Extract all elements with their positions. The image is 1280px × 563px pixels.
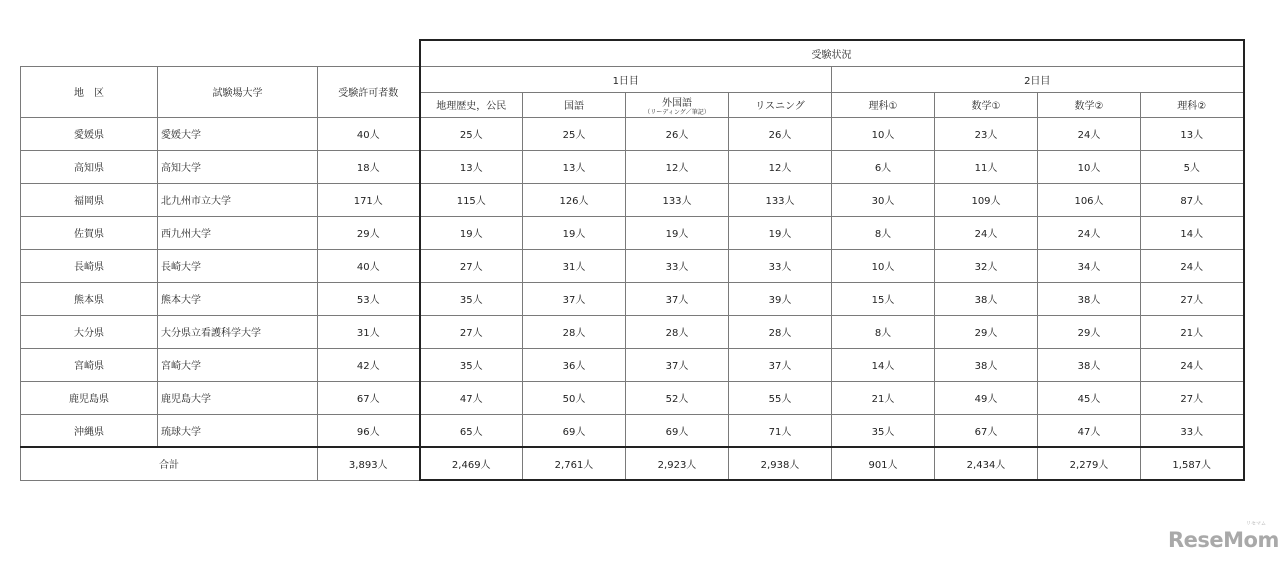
count-cell: 47人 — [420, 381, 523, 414]
table-row — [21, 414, 1244, 447]
table-row — [21, 249, 1244, 282]
count-cell: 6人 — [832, 150, 935, 183]
region-cell: 熊本県 — [21, 282, 158, 315]
count-cell: 10人 — [832, 117, 935, 150]
subject-header — [420, 92, 523, 117]
count-cell: 115人 — [420, 183, 523, 216]
count-cell: 35人 — [420, 282, 523, 315]
count-cell: 133人 — [729, 183, 832, 216]
table-row — [21, 216, 1244, 249]
university-cell: 鹿児島大学 — [158, 381, 318, 414]
count-cell: 28人 — [523, 315, 626, 348]
count-cell: 106人 — [1038, 183, 1141, 216]
count-cell: 34人 — [1038, 249, 1141, 282]
count-cell: 38人 — [1038, 348, 1141, 381]
count-cell: 67人 — [935, 414, 1038, 447]
permitted-cell: 53人 — [318, 282, 420, 315]
header-row-days — [21, 66, 1244, 92]
total-count-cell: 2,938人 — [729, 447, 832, 480]
university-cell: 愛媛大学 — [158, 117, 318, 150]
university-cell: 西九州大学 — [158, 216, 318, 249]
count-cell: 37人 — [729, 348, 832, 381]
count-cell: 13人 — [1141, 117, 1244, 150]
table-row — [21, 183, 1244, 216]
table-row — [21, 381, 1244, 414]
count-cell: 71人 — [729, 414, 832, 447]
permitted-cell: 18人 — [318, 150, 420, 183]
count-cell: 27人 — [1141, 282, 1244, 315]
count-cell: 12人 — [626, 150, 729, 183]
count-cell: 29人 — [1038, 315, 1141, 348]
count-cell: 30人 — [832, 183, 935, 216]
count-cell: 52人 — [626, 381, 729, 414]
count-cell: 10人 — [832, 249, 935, 282]
count-cell: 19人 — [626, 216, 729, 249]
subject-header — [1038, 92, 1141, 117]
count-cell: 28人 — [626, 315, 729, 348]
permitted-cell: 29人 — [318, 216, 420, 249]
exam-status-header: 受験状況 — [420, 40, 1244, 66]
region-cell: 高知県 — [21, 150, 158, 183]
count-cell: 19人 — [729, 216, 832, 249]
count-cell: 37人 — [523, 282, 626, 315]
count-cell: 55人 — [729, 381, 832, 414]
permitted-cell: 40人 — [318, 117, 420, 150]
region-cell: 鹿児島県 — [21, 381, 158, 414]
subject-label: リスニング — [755, 101, 805, 112]
count-cell: 25人 — [523, 117, 626, 150]
count-cell: 24人 — [1141, 348, 1244, 381]
count-cell: 13人 — [420, 150, 523, 183]
university-cell: 大分県立看護科学大学 — [158, 315, 318, 348]
subject-label: 数学② — [1074, 101, 1104, 112]
university-cell: 高知大学 — [158, 150, 318, 183]
count-cell: 69人 — [523, 414, 626, 447]
count-cell: 26人 — [626, 117, 729, 150]
count-cell: 27人 — [420, 315, 523, 348]
region-cell: 大分県 — [21, 315, 158, 348]
university-cell: 長崎大学 — [158, 249, 318, 282]
table-row — [21, 117, 1244, 150]
count-cell: 8人 — [832, 216, 935, 249]
count-cell: 33人 — [729, 249, 832, 282]
count-cell: 133人 — [626, 183, 729, 216]
count-cell: 109人 — [935, 183, 1038, 216]
count-cell: 10人 — [1038, 150, 1141, 183]
university-cell: 宮崎大学 — [158, 348, 318, 381]
count-cell: 45人 — [1038, 381, 1141, 414]
day2-header: 2日目 — [832, 66, 1244, 92]
count-cell: 19人 — [523, 216, 626, 249]
subject-header — [935, 92, 1038, 117]
table-row — [21, 282, 1244, 315]
count-cell: 87人 — [1141, 183, 1244, 216]
count-cell: 5人 — [1141, 150, 1244, 183]
count-cell: 35人 — [420, 348, 523, 381]
resemom-logo-ruby: リセマム — [1246, 521, 1266, 527]
count-cell: 50人 — [523, 381, 626, 414]
subject-label: 外国語 — [662, 97, 692, 109]
count-cell: 26人 — [729, 117, 832, 150]
count-cell: 24人 — [1038, 117, 1141, 150]
table-row — [21, 150, 1244, 183]
university-cell: 北九州市立大学 — [158, 183, 318, 216]
subject-header — [626, 92, 729, 117]
university-cell: 琉球大学 — [158, 414, 318, 447]
count-cell: 28人 — [729, 315, 832, 348]
region-header: 地 区 — [21, 66, 158, 117]
table-row — [21, 315, 1244, 348]
count-cell: 29人 — [935, 315, 1038, 348]
subject-header — [1141, 92, 1244, 117]
permitted-cell: 171人 — [318, 183, 420, 216]
count-cell: 21人 — [1141, 315, 1244, 348]
count-cell: 47人 — [1038, 414, 1141, 447]
total-count-cell: 901人 — [832, 447, 935, 480]
count-cell: 25人 — [420, 117, 523, 150]
subject-header — [729, 92, 832, 117]
count-cell: 126人 — [523, 183, 626, 216]
count-cell: 65人 — [420, 414, 523, 447]
count-cell: 24人 — [935, 216, 1038, 249]
count-cell: 32人 — [935, 249, 1038, 282]
subject-note: （リーディング／筆記） — [644, 108, 710, 116]
total-label: 合計 — [21, 447, 318, 480]
count-cell: 13人 — [523, 150, 626, 183]
table-row — [21, 348, 1244, 381]
count-cell: 33人 — [626, 249, 729, 282]
subject-label: 理科① — [868, 101, 898, 112]
venue-header: 試験場大学 — [158, 66, 318, 117]
region-cell: 福岡県 — [21, 183, 158, 216]
exam-status-table — [20, 39, 1245, 481]
total-permitted-cell: 3,893人 — [318, 447, 420, 480]
region-cell: 沖縄県 — [21, 414, 158, 447]
header-row-status — [21, 40, 1244, 66]
resemom-logo: ReseMom — [1168, 528, 1279, 552]
subject-label: 数学① — [971, 101, 1001, 112]
count-cell: 33人 — [1141, 414, 1244, 447]
total-count-cell: 2,434人 — [935, 447, 1038, 480]
permitted-cell: 40人 — [318, 249, 420, 282]
count-cell: 31人 — [523, 249, 626, 282]
count-cell: 24人 — [1141, 249, 1244, 282]
permitted-cell: 96人 — [318, 414, 420, 447]
count-cell: 27人 — [420, 249, 523, 282]
count-cell: 14人 — [832, 348, 935, 381]
subject-header — [832, 92, 935, 117]
total-count-cell: 2,761人 — [523, 447, 626, 480]
total-count-cell: 2,923人 — [626, 447, 729, 480]
region-cell: 佐賀県 — [21, 216, 158, 249]
total-count-cell: 1,587人 — [1141, 447, 1244, 480]
permitted-cell: 67人 — [318, 381, 420, 414]
count-cell: 27人 — [1141, 381, 1244, 414]
count-cell: 36人 — [523, 348, 626, 381]
region-cell: 愛媛県 — [21, 117, 158, 150]
count-cell: 38人 — [935, 282, 1038, 315]
count-cell: 39人 — [729, 282, 832, 315]
count-cell: 15人 — [832, 282, 935, 315]
count-cell: 35人 — [832, 414, 935, 447]
count-cell: 23人 — [935, 117, 1038, 150]
count-cell: 49人 — [935, 381, 1038, 414]
subject-label: 国語 — [564, 101, 584, 112]
permitted-cell: 31人 — [318, 315, 420, 348]
total-count-cell: 2,469人 — [420, 447, 523, 480]
subject-header — [523, 92, 626, 117]
total-row — [21, 447, 1244, 480]
count-cell: 38人 — [1038, 282, 1141, 315]
region-cell: 長崎県 — [21, 249, 158, 282]
count-cell: 11人 — [935, 150, 1038, 183]
region-cell: 宮崎県 — [21, 348, 158, 381]
permitted-cell: 42人 — [318, 348, 420, 381]
subject-label: 理科② — [1177, 101, 1207, 112]
subject-label: 地理歴史，公民 — [436, 101, 507, 112]
count-cell: 37人 — [626, 348, 729, 381]
count-cell: 8人 — [832, 315, 935, 348]
count-cell: 24人 — [1038, 216, 1141, 249]
count-cell: 38人 — [935, 348, 1038, 381]
permitted-header: 受験許可者数 — [318, 66, 420, 117]
day1-header: 1日目 — [420, 66, 832, 92]
count-cell: 19人 — [420, 216, 523, 249]
total-count-cell: 2,279人 — [1038, 447, 1141, 480]
count-cell: 21人 — [832, 381, 935, 414]
count-cell: 14人 — [1141, 216, 1244, 249]
university-cell: 熊本大学 — [158, 282, 318, 315]
count-cell: 69人 — [626, 414, 729, 447]
count-cell: 12人 — [729, 150, 832, 183]
count-cell: 37人 — [626, 282, 729, 315]
